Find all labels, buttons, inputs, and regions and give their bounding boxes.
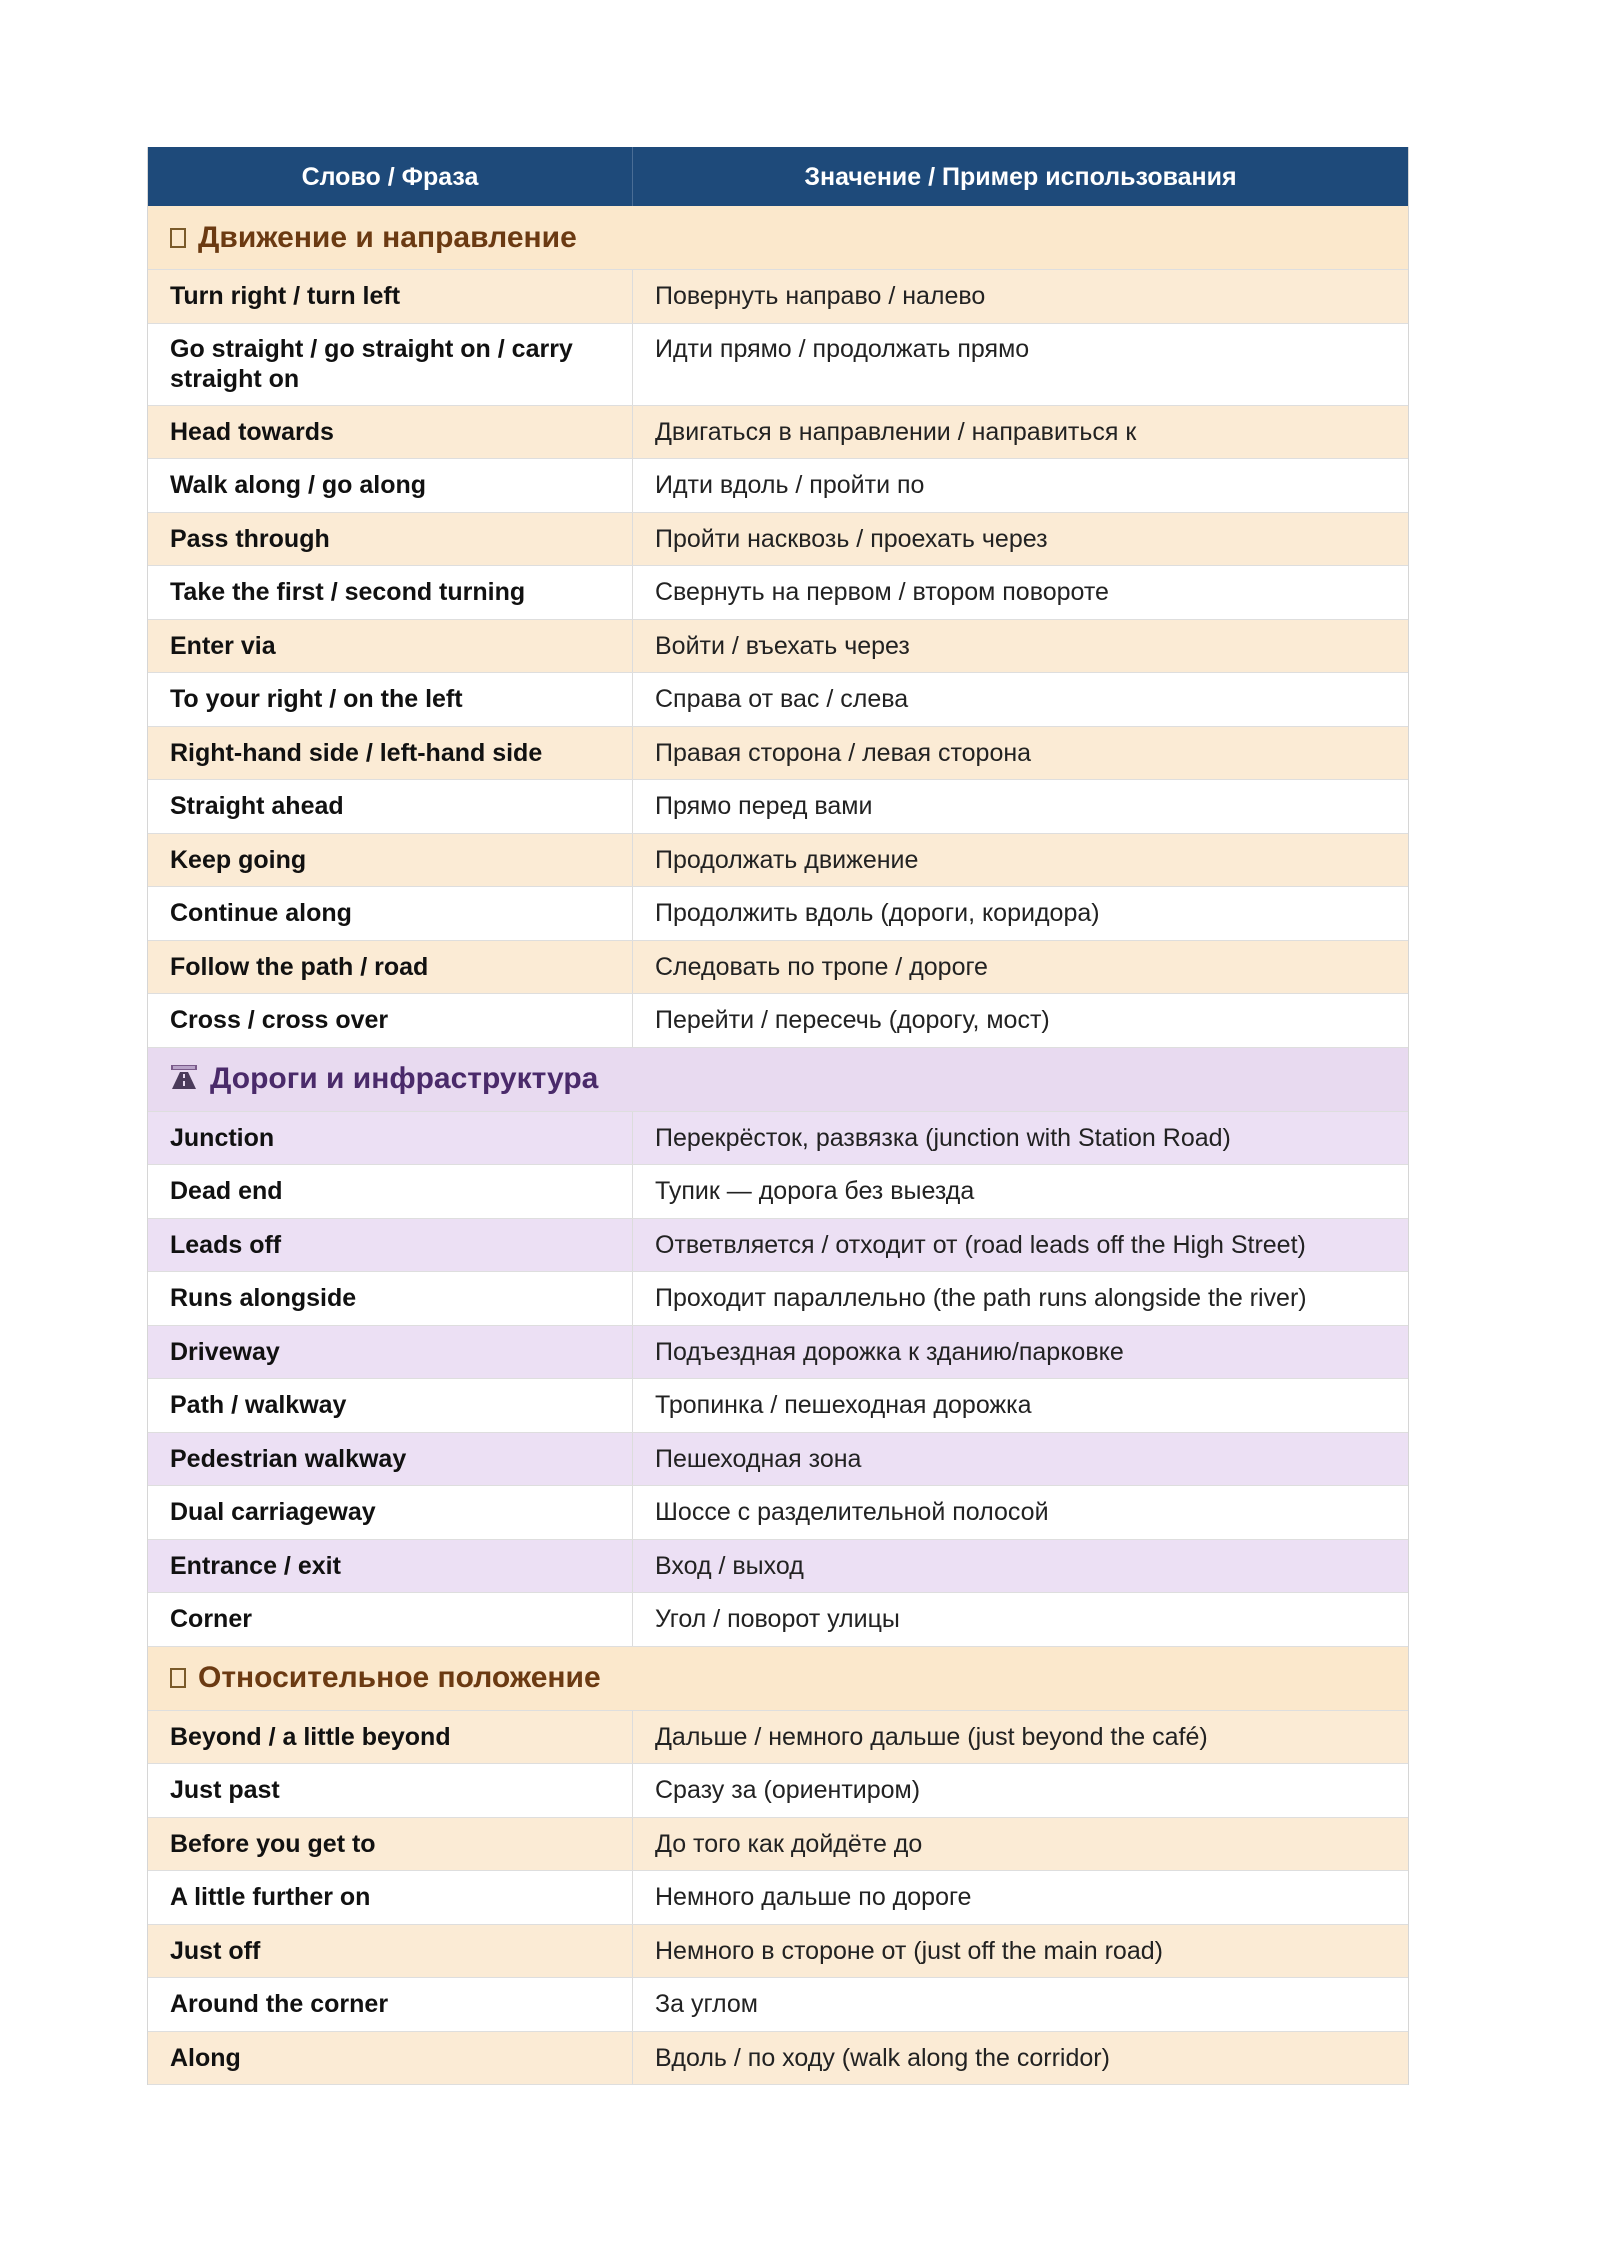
meaning-cell: Продолжить вдоль (дороги, коридора) (655, 899, 1100, 928)
table-row (148, 1433, 1408, 1487)
phrase-cell: Runs alongside (148, 1272, 633, 1325)
phrase-cell: To your right / on the left (148, 673, 633, 726)
square-glyph-icon (170, 1668, 186, 1688)
table-row (148, 673, 1408, 727)
meaning-cell: Следовать по тропе / дороге (655, 952, 988, 981)
meaning-cell: Немного дальше по дороге (655, 1883, 972, 1912)
table-row (148, 1219, 1408, 1273)
table-row (148, 566, 1408, 620)
meaning-cell: Пройти насквозь / проехать через (655, 524, 1048, 553)
table-row (148, 727, 1408, 781)
phrase-cell: Right-hand side / left-hand side (148, 727, 633, 780)
meaning-cell: Вход / выход (655, 1551, 804, 1580)
meaning-cell: Пешеходная зона (655, 1444, 862, 1473)
table-row (148, 270, 1408, 324)
meaning-cell: До того как дойдёте до (655, 1829, 923, 1858)
phrase-cell: Along (148, 2032, 633, 2085)
phrase-cell: Follow the path / road (148, 941, 633, 994)
meaning-cell: Двигаться в направлении / направиться к (655, 417, 1137, 446)
meaning-cell: Дальше / немного дальше (just beyond the café) (655, 1722, 1208, 1751)
meaning-cell: Продолжать движение (655, 845, 919, 874)
table-row (148, 1486, 1408, 1540)
table-row (148, 1711, 1408, 1765)
table-row (148, 994, 1408, 1048)
meaning-cell: Проходит параллельно (the path runs alongside the river) (655, 1284, 1307, 1313)
phrase-cell: Head towards (148, 406, 633, 459)
section-title: Движение и направление (198, 220, 577, 254)
table-row (148, 780, 1408, 834)
square-glyph-icon (170, 228, 186, 248)
table-row (148, 887, 1408, 941)
section-header (148, 1048, 1408, 1112)
meaning-cell: Тропинка / пешеходная дорожка (655, 1391, 1032, 1420)
phrase-cell: Continue along (148, 887, 633, 940)
table-row (148, 513, 1408, 567)
meaning-cell: Немного в стороне от (just off the main road) (655, 1936, 1163, 1965)
phrase-cell: Around the corner (148, 1978, 633, 2031)
phrase-cell: Junction (148, 1112, 633, 1165)
phrase-cell: Take the first / second turning (148, 566, 633, 619)
table-row (148, 1326, 1408, 1380)
table-row (148, 1764, 1408, 1818)
section-header (148, 206, 1408, 270)
phrase-cell: Enter via (148, 620, 633, 673)
phrase-cell: Cross / cross over (148, 994, 633, 1047)
vocabulary-table (147, 147, 1409, 2085)
meaning-cell: Перекрёсток, развязка (junction with Station Road) (655, 1123, 1231, 1152)
table-row (148, 1871, 1408, 1925)
table-row (148, 324, 1408, 406)
meaning-cell: Свернуть на первом / втором повороте (655, 578, 1109, 607)
table-header (148, 147, 1408, 206)
table-row (148, 941, 1408, 995)
meaning-cell: Идти вдоль / пройти по (655, 471, 925, 500)
phrase-cell: Just off (148, 1925, 633, 1978)
table-body (148, 206, 1408, 2085)
section-header (148, 1647, 1408, 1711)
table-row (148, 1818, 1408, 1872)
phrase-cell: Before you get to (148, 1818, 633, 1871)
phrase-cell: Just past (148, 1764, 633, 1817)
phrase-cell: Go straight / go straight on / carry straight on (148, 324, 633, 405)
phrase-cell: Keep going (148, 834, 633, 887)
meaning-cell: Вдоль / по ходу (walk along the corridor) (655, 2043, 1110, 2072)
meaning-cell: Сразу за (ориентиром) (655, 1776, 921, 1805)
road-icon (170, 1064, 198, 1095)
phrase-cell: A little further on (148, 1871, 633, 1924)
table-row (148, 1379, 1408, 1433)
phrase-cell: Driveway (148, 1326, 633, 1379)
phrase-cell: Entrance / exit (148, 1540, 633, 1593)
meaning-cell: Прямо перед вами (655, 792, 873, 821)
table-row (148, 1925, 1408, 1979)
section-title: Относительное положение (198, 1661, 601, 1694)
table-row (148, 1540, 1408, 1594)
table-row (148, 406, 1408, 460)
table-row (148, 2032, 1408, 2086)
phrase-cell: Dual carriageway (148, 1486, 633, 1539)
phrase-cell: Turn right / turn left (148, 270, 633, 323)
phrase-cell: Corner (148, 1593, 633, 1646)
phrase-cell: Beyond / a little beyond (148, 1711, 633, 1764)
phrase-cell: Pedestrian walkway (148, 1433, 633, 1486)
meaning-cell: Войти / въехать через (655, 631, 910, 660)
meaning-cell: Правая сторона / левая сторона (655, 738, 1032, 767)
meaning-cell: Тупик — дорога без выезда (655, 1177, 975, 1206)
meaning-cell: За углом (655, 1990, 758, 2019)
table-row (148, 1978, 1408, 2032)
phrase-cell: Straight ahead (148, 780, 633, 833)
phrase-cell: Leads off (148, 1219, 633, 1272)
header-col-meaning: Значение / Пример использования (804, 162, 1237, 191)
phrase-cell: Walk along / go along (148, 459, 633, 512)
table-row (148, 1165, 1408, 1219)
table-row (148, 459, 1408, 513)
meaning-cell: Перейти / пересечь (дорогу, мост) (655, 1006, 1050, 1035)
section-title: Дороги и инфраструктура (210, 1062, 599, 1095)
meaning-cell: Повернуть направо / налево (655, 282, 986, 311)
meaning-cell: Идти прямо / продолжать прямо (655, 334, 1030, 363)
header-col-word: Слово / Фраза (148, 147, 633, 206)
phrase-cell: Dead end (148, 1165, 633, 1218)
meaning-cell: Шоссе с разделительной полосой (655, 1498, 1049, 1527)
table-row (148, 834, 1408, 888)
table-row (148, 1593, 1408, 1647)
table-row (148, 1272, 1408, 1326)
meaning-cell: Ответвляется / отходит от (road leads off the High Street) (655, 1230, 1306, 1259)
meaning-cell: Подъездная дорожка к зданию/парковке (655, 1337, 1124, 1366)
phrase-cell: Path / walkway (148, 1379, 633, 1432)
meaning-cell: Угол / поворот улицы (655, 1605, 900, 1634)
table-row (148, 620, 1408, 674)
table-row (148, 1112, 1408, 1166)
meaning-cell: Справа от вас / слева (655, 685, 909, 714)
phrase-cell: Pass through (148, 513, 633, 566)
